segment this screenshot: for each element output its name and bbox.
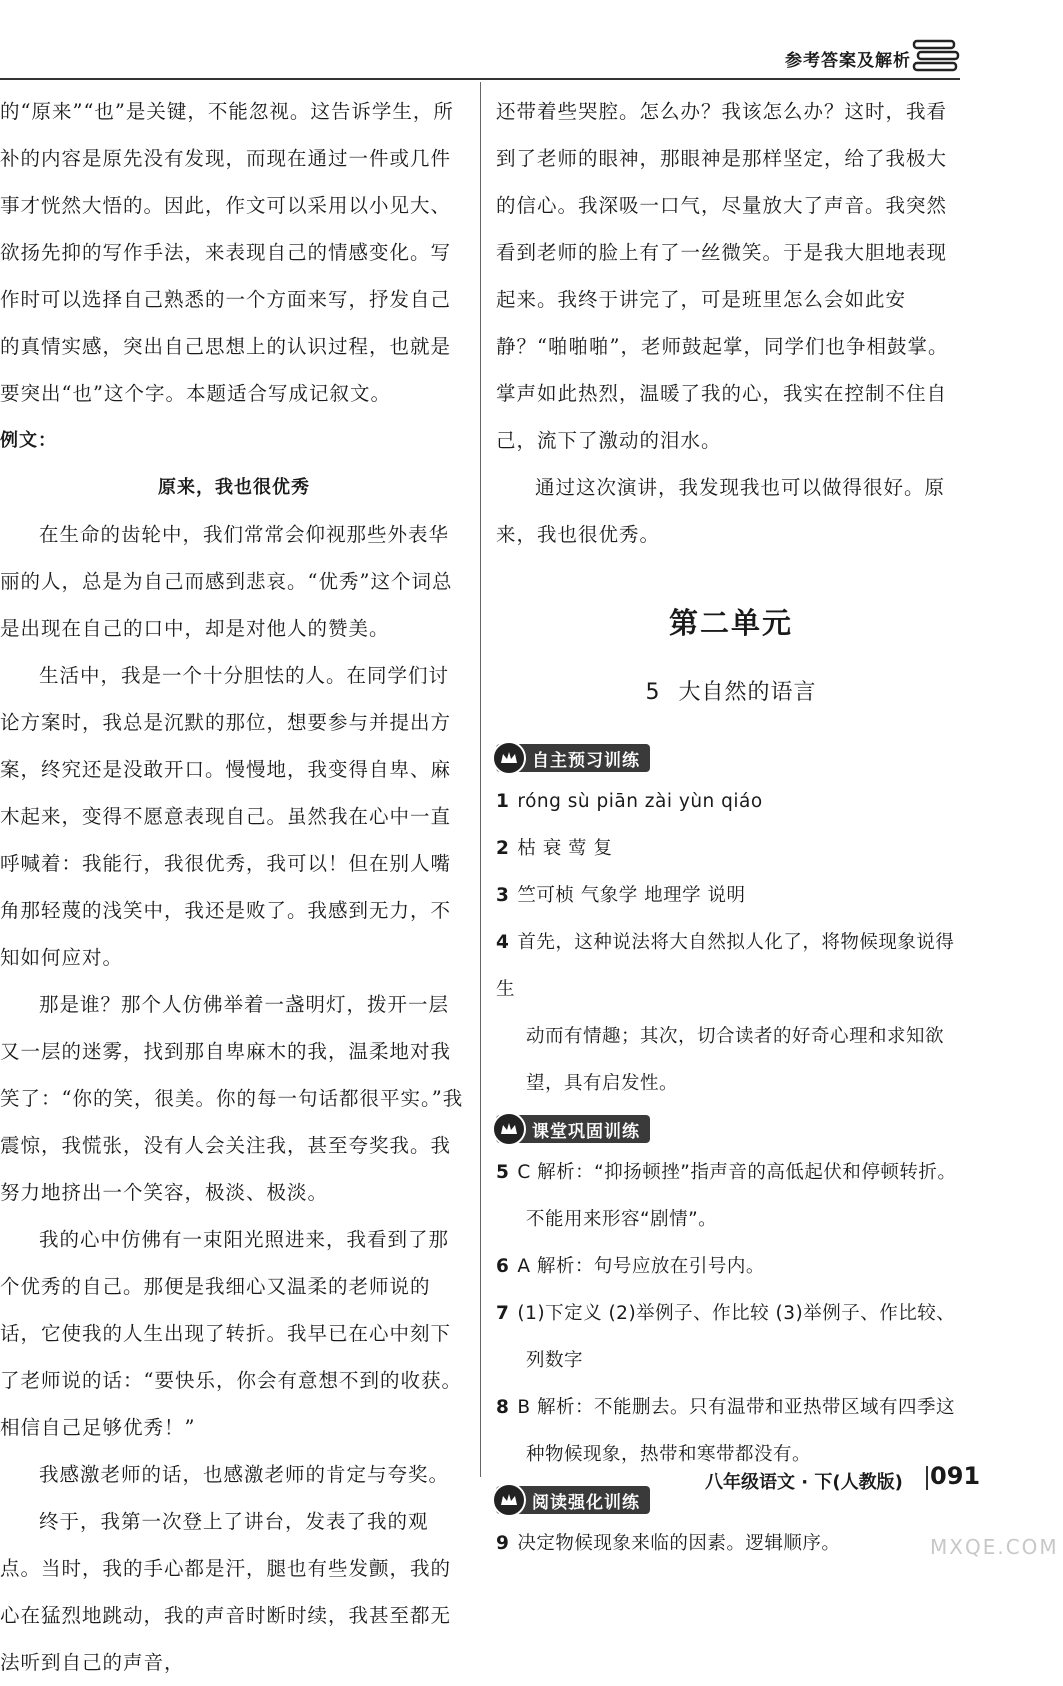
essay-paragraph: 我感激老师的话，也感激老师的肯定与夸奖。	[39, 1463, 450, 1486]
right-column	[496, 88, 966, 1567]
essay-paragraph: 终于，我第一次登上了讲台，发表了我的观点。当时，我的手心都是汗，腿也有些发颤，我的心在猛烈地跳动，我的声音时断时续，我甚至都无法听到自己的声音，	[0, 1510, 452, 1674]
lesson-name: 大自然的语言	[678, 680, 817, 705]
section-banner	[496, 1115, 650, 1143]
answer-item: 7 (1)下定义 (2)举例子、作比较 (3)举例子、作比较、	[496, 1303, 956, 1324]
section-banner-label: 课堂巩固训练	[532, 1121, 640, 1142]
answer-continuation: 列数字	[526, 1350, 584, 1371]
column-divider	[480, 82, 481, 1477]
essay-paragraph: 生活中，我是一个十分胆怯的人。在同学们讨论方案时，我总是沉默的那位，想要参与并提出方案，终究还是没敢开口。慢慢地，我变得自卑、麻木起来，变得不愿意表现自己。虽然我在心中一直呼喊着：我能行，我很优秀，我可以！但在别人嘴角那轻蔑的浅笑中，我还是败了。我感到无力，不知如何应对。	[0, 664, 452, 969]
answer-continuation: 动而有情趣；其次，切合读者的好奇心理和求知欲望，具有启发性。	[526, 1026, 945, 1094]
page-number-divider	[926, 1466, 928, 1490]
analysis-paragraph: 的“原来”“也”是关键，不能忽视。这告诉学生，所补的内容是原先没有发现，而现在通过一件或几件事才恍然大悟的。因此，作文可以采用以小见大、欲扬先抑的写作手法，来表现自己的情感变化。写作时可以选择自己熟悉的一个方面来写，抒发自己的真情实感，突出自己思想上的认识过程，也就是要突出“也”这个字。本题适合写成记叙文。	[0, 100, 454, 405]
answer-continuation: 种物候现象，热带和寒带都没有。	[526, 1444, 812, 1465]
section-banner	[496, 744, 650, 772]
answers-section-2	[496, 1107, 966, 1478]
answer-item: 8 B 解析：不能删去。只有温带和亚热带区域有四季这	[496, 1397, 955, 1418]
section-banner-label: 自主预习训练	[532, 750, 640, 771]
page-number: 091	[930, 1462, 981, 1490]
footer-book-title: 八年级语文 · 下(人教版)	[705, 1472, 903, 1493]
answer-item: 3 竺可桢 气象学 地理学 说明	[496, 885, 746, 906]
answers-section-1	[496, 736, 966, 1107]
section-banner	[496, 1486, 650, 1514]
essay-label: 例文：	[0, 430, 57, 451]
essay-paragraph: 我的心中仿佛有一束阳光照进来，我看到了那个优秀的自己。那便是我细心又温柔的老师说的话，它使我的人生出现了转折。我早已在心中刻下了老师说的话：“要快乐，你会有意想不到的收获。相信自己足够优秀！”	[0, 1228, 462, 1439]
essay-paragraph: 还带着些哭腔。怎么办？我该怎么办？这时，我看到了老师的眼神，那眼神是那样坚定，给了我极大的信心。我深吸一口气，尽量放大了声音。我突然看到老师的脸上有了一丝微笑。于是我大胆地表现起来。我终于讲完了，可是班里怎么会如此安静？“啪啪啪”，老师鼓起掌，同学们也争相鼓掌。掌声如此热烈，温暖了我的心，我实在控制不住自己，流下了激动的泪水。	[496, 100, 949, 452]
lesson-number: 5	[645, 680, 661, 705]
essay-title: 原来，我也很优秀	[158, 477, 310, 498]
book-stack-icon	[912, 38, 962, 76]
lesson-title	[496, 676, 966, 710]
header-rule	[0, 78, 960, 80]
crown-badge-icon	[492, 1483, 526, 1517]
essay-paragraph: 通过这次演讲，我发现我也可以做得很好。原来，我也很优秀。	[496, 476, 946, 546]
answer-item: 6 A 解析：句号应放在引号内。	[496, 1256, 765, 1277]
answer-item: 4 首先，这种说法将大自然拟人化了，将物候现象说得生	[496, 932, 955, 1000]
section-banner-label: 阅读强化训练	[532, 1492, 640, 1513]
essay-paragraph: 那是谁？那个人仿佛举着一盏明灯，拨开一层又一层的迷雾，找到那自卑麻木的我，温柔地对我笑了：“你的笑，很美。你的每一句话都很平实。”我震惊，我慌张，没有人会关注我，甚至夸奖我。我努力地挤出一个笑容，极淡、极淡。	[0, 993, 464, 1204]
answer-item: 9 决定物候现象来临的因素。逻辑顺序。	[496, 1533, 841, 1554]
answer-item: 1 róng sù piān zài yùn qiáo	[496, 791, 763, 812]
answer-continuation: 不能用来形容“剧情”。	[526, 1209, 718, 1230]
left-column	[0, 88, 468, 1686]
header-title: 参考答案及解析	[785, 51, 911, 71]
answer-item: 2 枯 衰 莺 复	[496, 838, 613, 859]
crown-badge-icon	[492, 1112, 526, 1146]
essay-paragraph: 在生命的齿轮中，我们常常会仰视那些外表华丽的人，总是为自己而感到悲哀。“优秀”这个词总是出现在自己的口中，却是对他人的赞美。	[0, 523, 453, 640]
answer-item: 5 C 解析：“抑扬顿挫”指声音的高低起伏和停顿转折。	[496, 1162, 957, 1183]
unit-title: 第二单元	[668, 606, 793, 640]
watermark: MXQE.COM	[930, 1535, 1059, 1559]
crown-badge-icon	[492, 741, 526, 775]
